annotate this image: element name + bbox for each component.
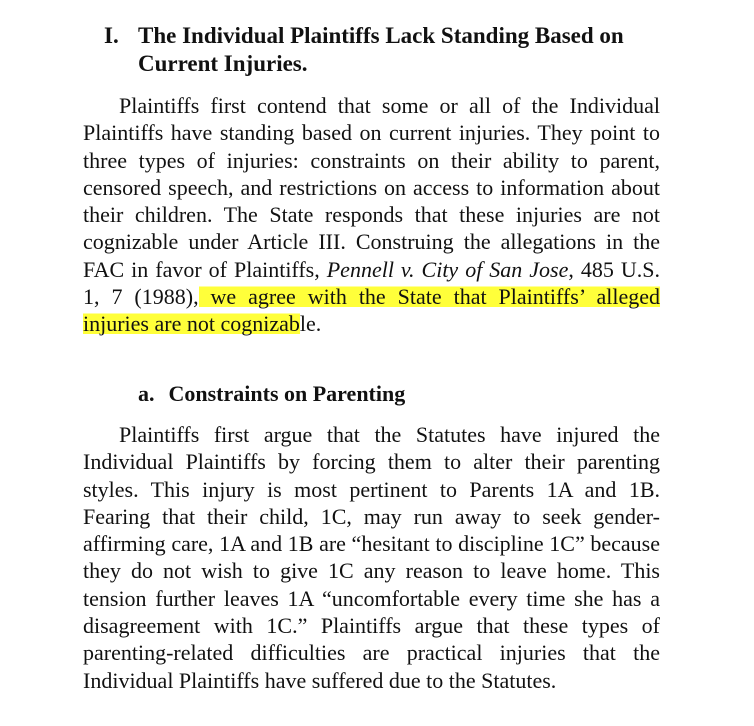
subsection-heading bbox=[138, 380, 405, 408]
section-number: I. bbox=[104, 23, 119, 48]
section-heading bbox=[104, 22, 684, 78]
paragraph-parenting: Plaintiffs first argue that the Statutes have injured the Individual Plaintiffs by forcing them to alter their parenting styles. This injury is most pertinent to Parents 1A and 1B. Fearing that their child, 1C, may run away to seek gender-affirming care, 1A and 1B are “hesitant to discipline 1C” because they do not wish to give 1C any reason to leave home. This tension further leaves 1A “uncomfortable every time she has a disagreement with 1C.” Plaintiffs argue that these types of parenting-related difficulties are practical injuries that the Individual Plaintiffs have suffered due to the Statutes. bbox=[83, 422, 660, 693]
subsection-title: Constraints on Parenting bbox=[168, 381, 406, 406]
case-citation: , 485 U.S. 1, 7 (1988), bbox=[83, 256, 660, 310]
highlighted-text: we agree with the State that Plaintiffs’ alleged injuries are not cognizab bbox=[83, 284, 660, 337]
paragraph1-text: Plaintiffs first contend that some or all of the Individual Plaintiffs have standing based on current injuries. They point to three types of injuries: constraints on their ability to parent, censored speech, and restrictions on access to information about their children. The State responds that these injuries are not cognizable under Article III. Construing the allegations in the FAC in favor of Plaintiffs, bbox=[83, 93, 660, 282]
subsection-letter: a. bbox=[138, 381, 155, 406]
section-title: The Individual Plaintiffs Lack Standing Based on Current Injuries. bbox=[138, 23, 624, 76]
case-name: Pennell v. City of San Jose bbox=[326, 256, 569, 282]
paragraph-current-injuries bbox=[83, 92, 660, 338]
paragraph1-tail: le. bbox=[299, 311, 322, 337]
